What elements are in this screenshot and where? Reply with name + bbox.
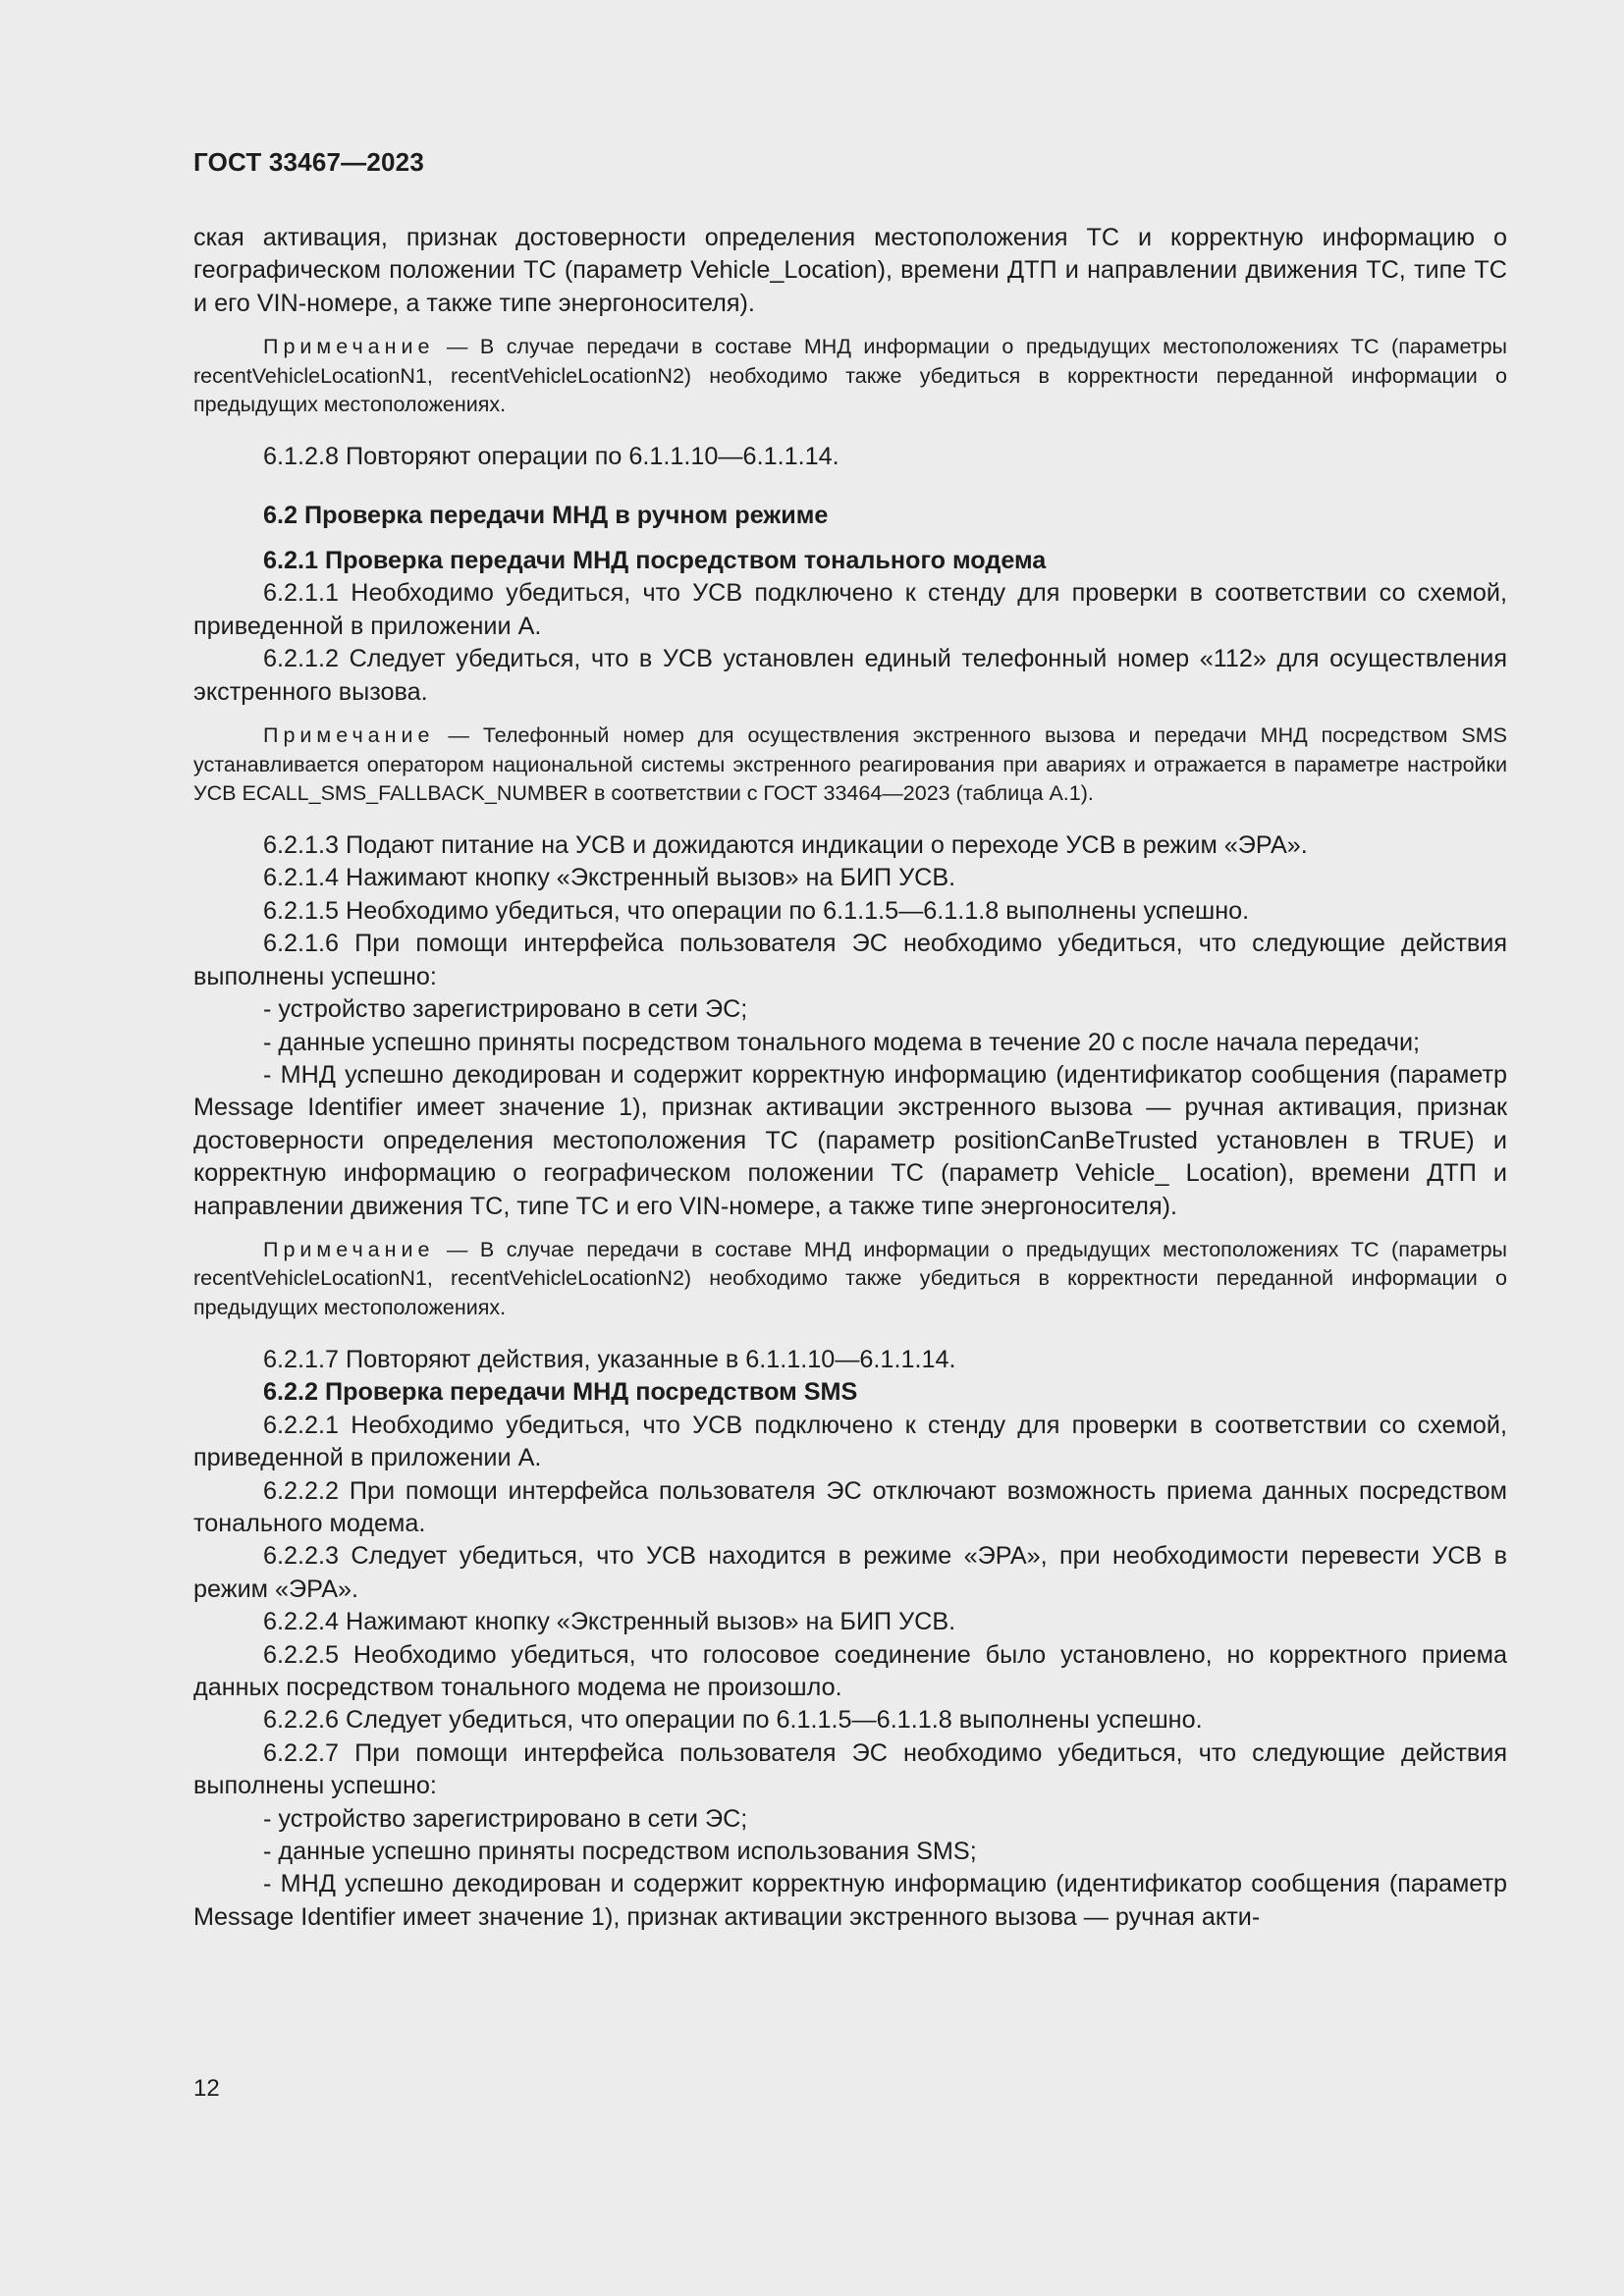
paragraph-6-2-2-1: 6.2.2.1 Необходимо убедиться, что УСВ подключено к стенду для проверки в соответствии со схемой, приведенной в приложении А.: [193, 1411, 1507, 1472]
paragraph-6-1-2-8: 6.1.2.8 Повторяют операции по 6.1.1.10—6.1.1.14.: [263, 443, 839, 471]
paragraph-6-2-2-6: 6.2.2.6 Следует убедиться, что операции по 6.1.1.5—6.1.1.8 выполнены успешно.: [263, 1706, 1203, 1735]
note-text: — В случае передачи в составе МНД информации о предыдущих местоположениях ТС (параметры recentVehicleLocationN1, recentVehicleLocationN2) необходимо также убедиться в корректности переданной информации о предыдущих местоположениях.: [193, 1237, 1507, 1319]
note-2: [193, 721, 1507, 809]
heading-6-2: 6.2 Проверка передачи МНД в ручном режиме: [263, 501, 829, 529]
paragraph-6-2-1-7: 6.2.1.7 Повторяют действия, указанные в 6.1.1.10—6.1.1.14.: [263, 1345, 956, 1373]
note-label: Примечание: [263, 723, 435, 748]
paragraph-6-2-2-2: 6.2.2.2 При помощи интерфейса пользователя ЭС отключают возможность приема данных посредством тонального модема.: [193, 1476, 1507, 1537]
heading-6-2-1: 6.2.1 Проверка передачи МНД посредством тонального модема: [263, 547, 1047, 575]
list-item: - устройство зарегистрировано в сети ЭС;: [263, 1804, 748, 1833]
paragraph-6-2-1-2: 6.2.1.2 Следует убедиться, что в УСВ установлен единый телефонный номер «112» для осуществления экстренного вызова.: [193, 645, 1507, 706]
note-text: — В случае передачи в составе МНД информации о предыдущих местоположениях ТС (параметры recentVehicleLocationN1, recentVehicleLocationN2) необходимо также убедиться в корректности переданной информации о предыдущих местоположениях.: [193, 335, 1507, 417]
document-body: [193, 222, 1507, 1934]
page-number: 12: [193, 2075, 220, 2102]
note-1: [193, 333, 1507, 420]
document-header-title: ГОСТ 33467—2023: [193, 147, 424, 177]
paragraph-6-2-2-7: 6.2.2.7 При помощи интерфейса пользователя ЭС необходимо убедиться, что следующие действия выполнены успешно:: [193, 1738, 1507, 1800]
list-item: - данные успешно приняты посредством использования SMS;: [263, 1838, 977, 1866]
note-3: [193, 1236, 1507, 1323]
paragraph-6-2-1-6: 6.2.1.6 При помощи интерфейса пользователя ЭС необходимо убедиться, что следующие действия выполнены успешно:: [193, 930, 1507, 990]
paragraph-6-2-1-5: 6.2.1.5 Необходимо убедиться, что операции по 6.1.1.5—6.1.1.8 выполнены успешно.: [263, 896, 1250, 925]
paragraph-6-2-2-4: 6.2.2.4 Нажимают кнопку «Экстренный вызов» на БИП УСВ.: [263, 1608, 956, 1636]
paragraph-6-2-1-1: 6.2.1.1 Необходимо убедиться, что УСВ подключено к стенду для проверки в соответствии со схемой, приведенной в приложении А.: [193, 579, 1507, 640]
paragraph-continuation: ская активация, признак достоверности определения местоположения ТС и корректную информацию о географическом положении ТС (параметр Vehicle_Location), времени ДТП и направлении движения ТС, типе ТС и его VIN-номере, а также типе энергоносителя).: [193, 224, 1507, 317]
heading-6-2-2: 6.2.2 Проверка передачи МНД посредством SMS: [263, 1378, 858, 1407]
note-label: Примечание: [263, 335, 435, 359]
list-item: - устройство зарегистрировано в сети ЭС;: [263, 995, 748, 1024]
list-item: - МНД успешно декодирован и содержит корректную информацию (идентификатор сообщения (параметр Message Identifier имеет значение 1), признак активации экстренного вызова — ручная активация, признак достоверности определения местоположения ТС (параметр positionCanBeTrusted установлен в TRUE) и корректную информацию о географическом положении ТС (параметр Vehicle_ Location), времени ДТП и направлении движения ТС, типе ТС и его VIN-номере, а также типе энергоносителя).: [193, 1060, 1507, 1220]
paragraph-6-2-2-3: 6.2.2.3 Следует убедиться, что УСВ находится в режиме «ЭРА», при необходимости перевести УСВ в режим «ЭРА».: [193, 1542, 1507, 1603]
list-item: - МНД успешно декодирован и содержит корректную информацию (идентификатор сообщения (параметр Message Identifier имеет значение 1), признак активации экстренного вызова — ручная акти-: [193, 1870, 1507, 1931]
note-label: Примечание: [263, 1237, 435, 1261]
list-item: - данные успешно приняты посредством тонального модема в течение 20 с после начала передачи;: [263, 1028, 1421, 1056]
paragraph-6-2-2-5: 6.2.2.5 Необходимо убедиться, что голосовое соединение было установлено, но корректного приема данных посредством тонального модема не произошло.: [193, 1640, 1507, 1701]
paragraph-6-2-1-3: 6.2.1.3 Подают питание на УСВ и дожидаются индикации о переходе УСВ в режим «ЭРА».: [263, 831, 1308, 860]
paragraph-6-2-1-4: 6.2.1.4 Нажимают кнопку «Экстренный вызов» на БИП УСВ.: [263, 864, 956, 892]
note-text: — Телефонный номер для осуществления экстренного вызова и передачи МНД посредством SMS устанавливается оператором национальной системы экстренного реагирования при авариях и отражается в параметре настройки УСВ ECALL_SMS_FALLBACK_NUMBER в соответствии с ГОСТ 33464—2023 (таблица А.1).: [193, 723, 1507, 806]
